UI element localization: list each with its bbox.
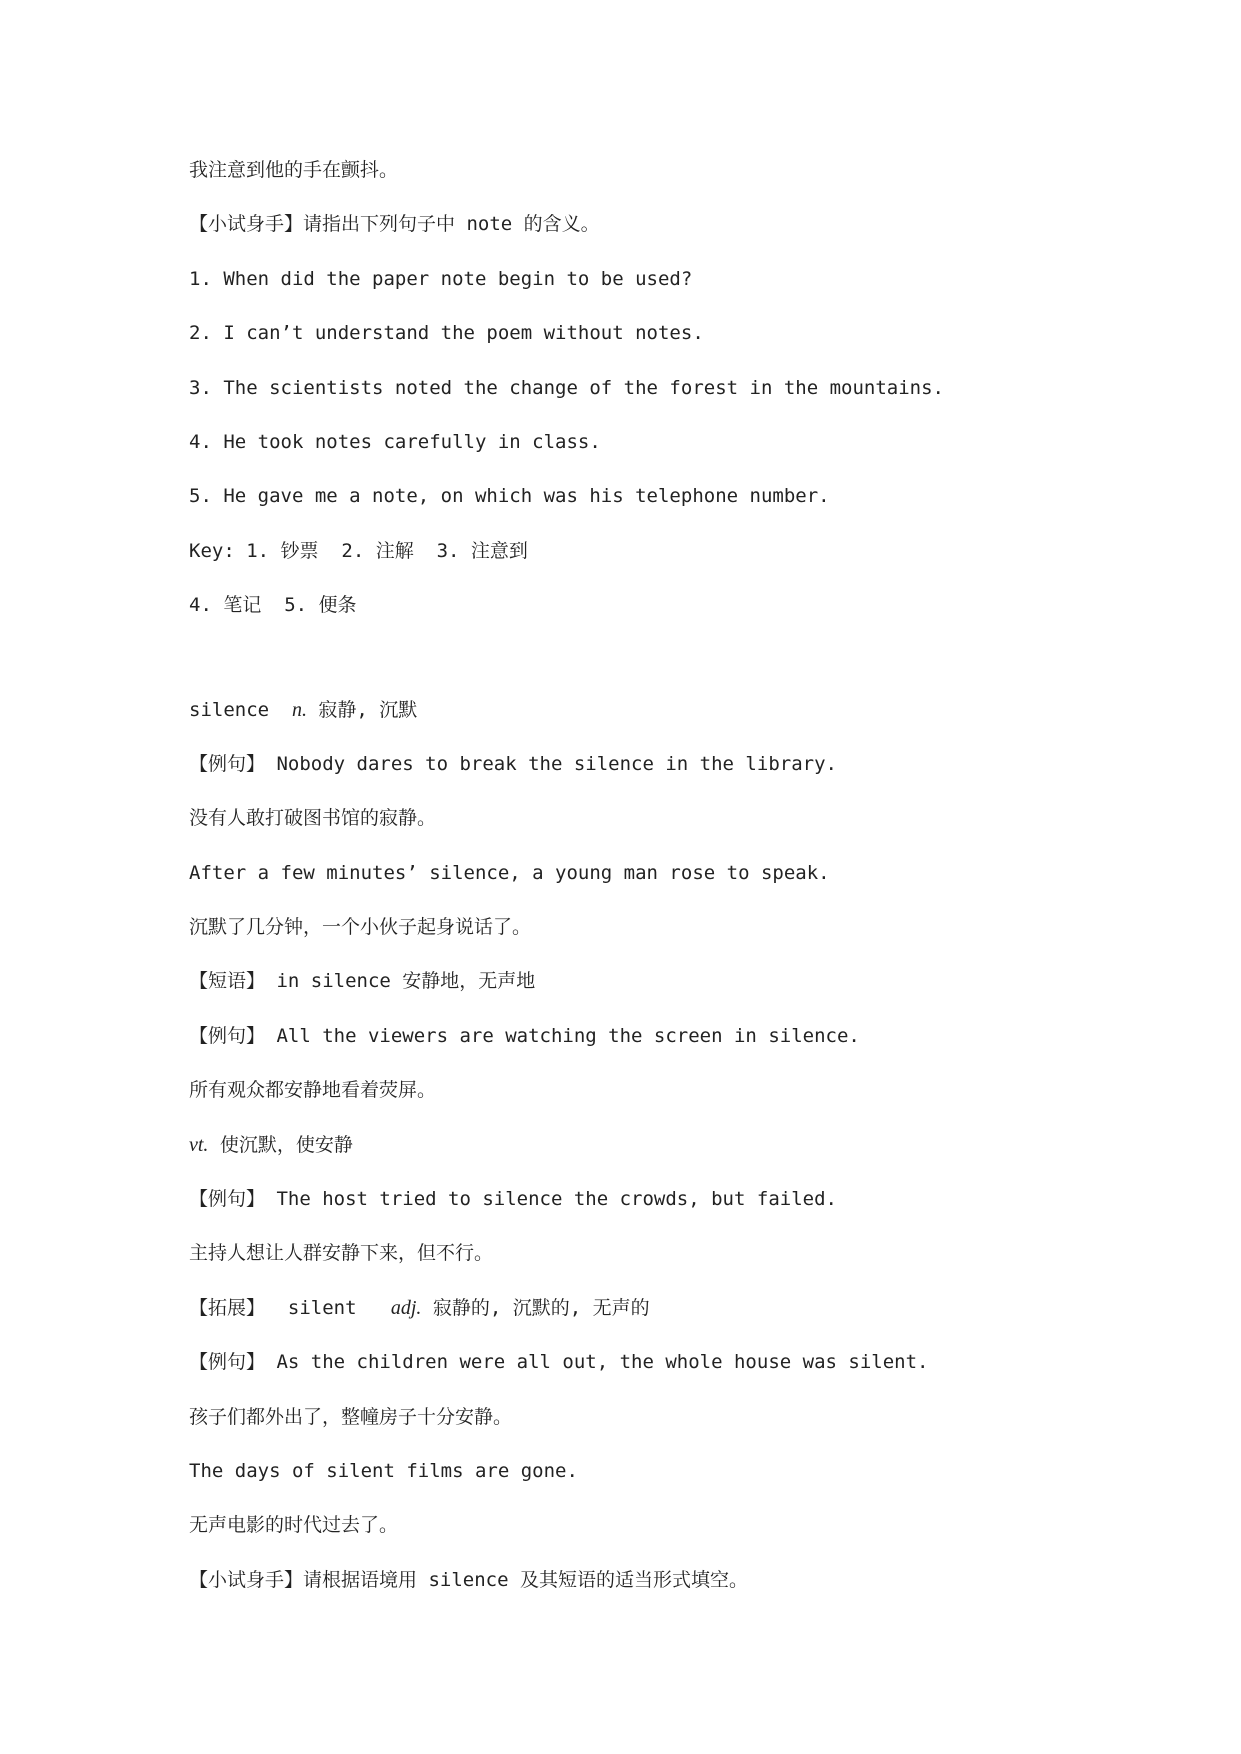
vocab-sense-verb	[189, 1134, 1149, 1188]
vocab-entry-silence	[189, 699, 1149, 753]
section-spacer	[189, 649, 1149, 699]
example-translation: 我注意到他的手在颤抖。	[189, 159, 399, 181]
exercise-item-5: 5. He gave me a note, on which was his telephone number.	[189, 485, 830, 508]
exercise-item-1: 1. When did the paper note begin to be used?	[189, 267, 693, 290]
example-sentence: 【例句】 As the children were all out, the whole house was silent.	[189, 1351, 929, 1374]
extension-label: 【拓展】	[189, 1296, 266, 1319]
example-translation: 所有观众都安静地看着荧屏。	[189, 1079, 437, 1102]
extension-entry	[189, 1297, 1149, 1351]
part-of-speech: adj.	[390, 1296, 422, 1319]
definition: 寂静的, 沉默的, 无声的	[432, 1296, 650, 1319]
example-sentence: 【例句】 Nobody dares to break the silence in the library.	[189, 752, 837, 775]
example-translation: 孩子们都外出了，整幢房子十分安静。	[189, 1405, 513, 1428]
example-translation: 沉默了几分钟，一个小伙子起身说话了。	[189, 916, 532, 939]
example-sentence: 【例句】 All the viewers are watching the screen in silence.	[189, 1024, 860, 1047]
example-translation: 主持人想让人群安静下来，但不行。	[189, 1242, 494, 1265]
headword: silence	[189, 698, 270, 721]
exercise-heading-note: 【小试身手】请指出下列句子中 note 的含义。	[189, 213, 600, 236]
document-page	[189, 159, 1149, 1623]
phrase-entry: 【短语】 in silence 安静地，无声地	[189, 970, 536, 993]
answer-key-line-2: 4. 笔记 5. 便条	[189, 594, 357, 617]
example-sentence: After a few minutes’ silence, a young man rose to speak.	[189, 861, 830, 884]
definition: 寂静, 沉默	[318, 698, 418, 721]
example-translation: 没有人敢打破图书馆的寂静。	[189, 807, 437, 830]
example-sentence: 【例句】 The host tried to silence the crowds, but failed.	[189, 1188, 837, 1211]
exercise-heading-silence: 【小试身手】请根据语境用 silence 及其短语的适当形式填空。	[189, 1568, 748, 1591]
headword: silent	[287, 1296, 357, 1319]
exercise-item-3: 3. The scientists noted the change of the forest in the mountains.	[189, 376, 944, 399]
part-of-speech: vt.	[189, 1133, 209, 1156]
exercise-item-2: 2. I can’t understand the poem without notes.	[189, 322, 704, 345]
example-sentence: The days of silent films are gone.	[189, 1459, 578, 1482]
exercise-item-4: 4. He took notes carefully in class.	[189, 430, 601, 453]
answer-key-line-1: Key: 1. 钞票 2. 注解 3. 注意到	[189, 539, 528, 562]
part-of-speech: n.	[291, 698, 307, 721]
example-translation: 无声电影的时代过去了。	[189, 1514, 399, 1537]
definition: 使沉默，使安静	[219, 1133, 353, 1156]
